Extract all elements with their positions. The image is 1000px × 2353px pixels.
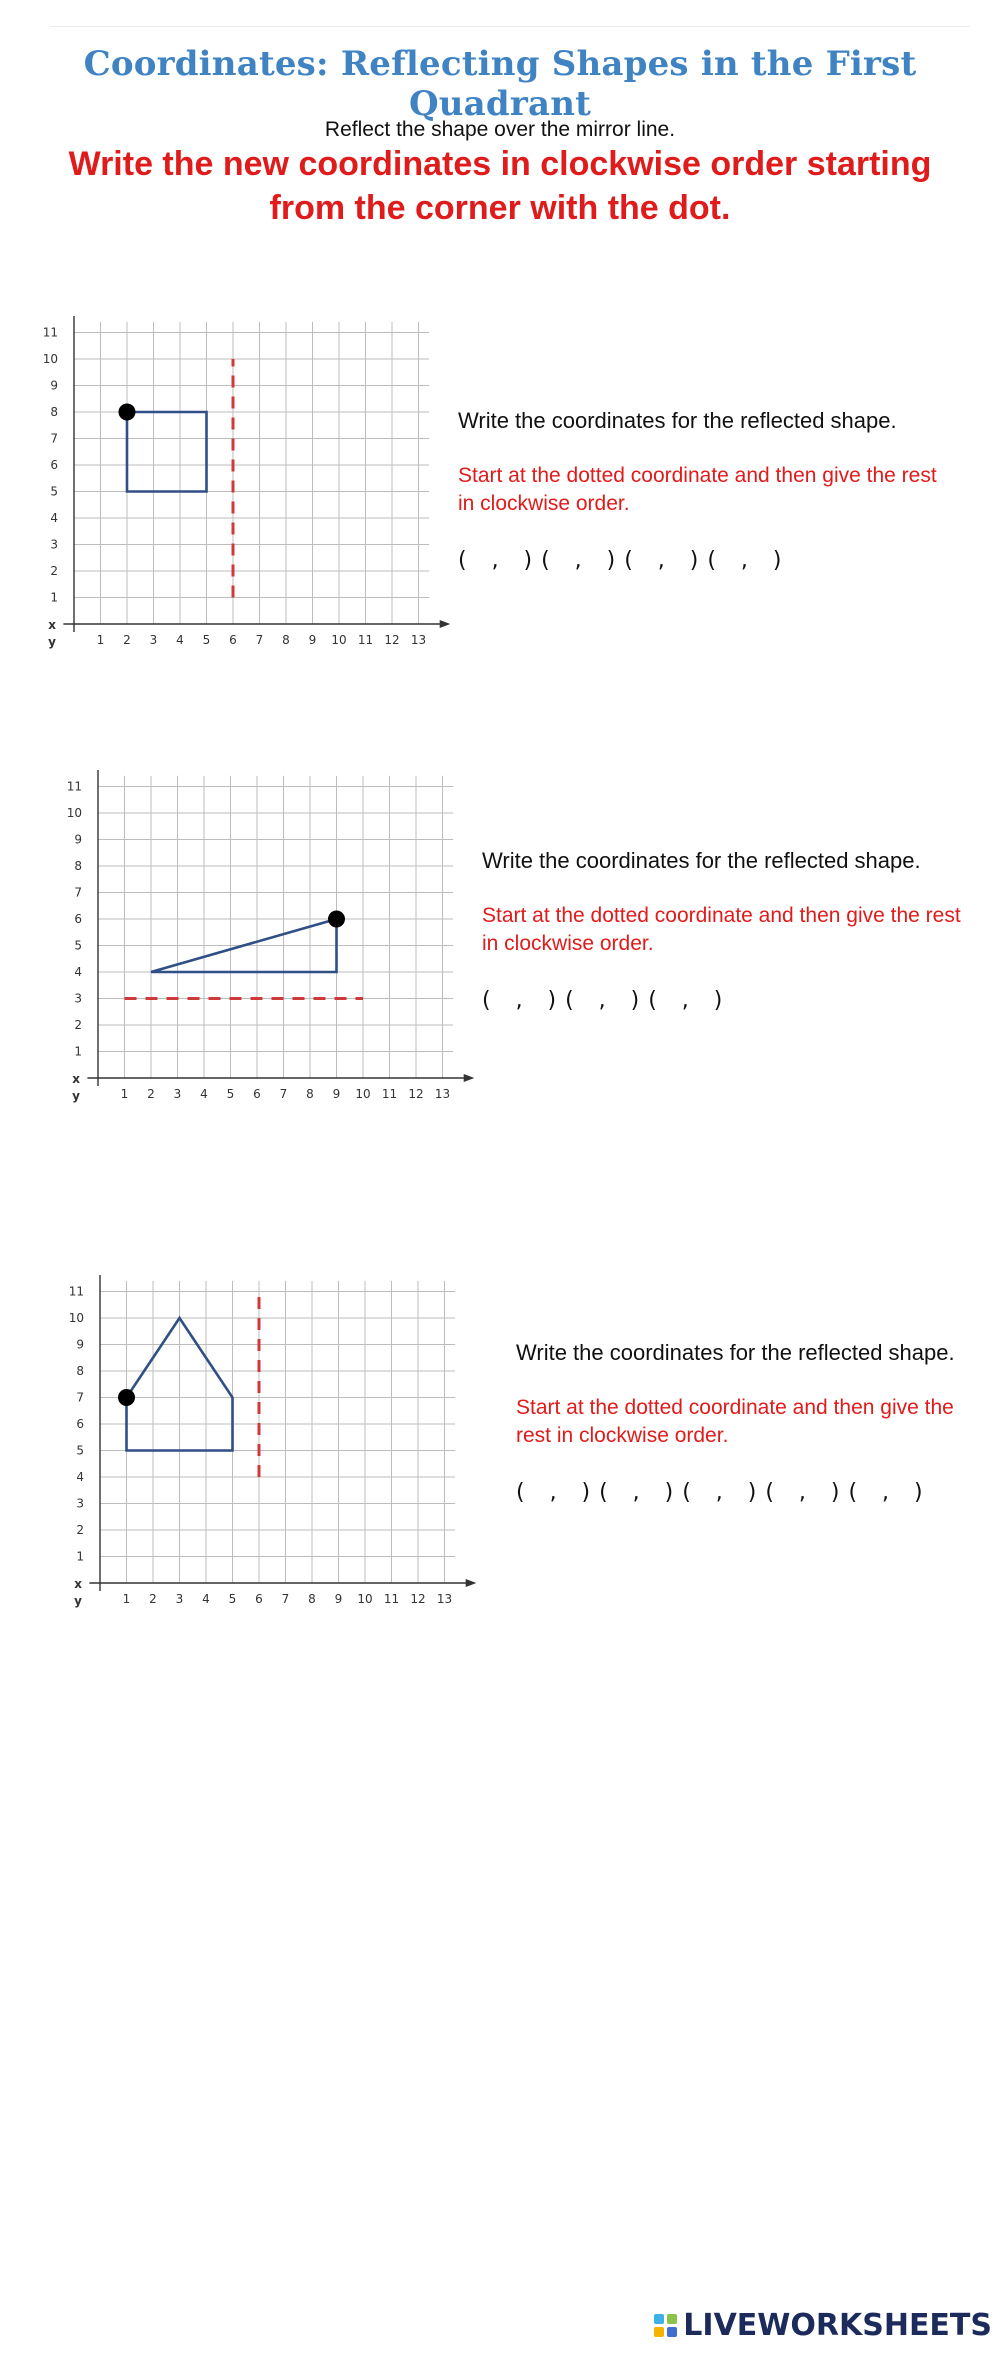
x-tick-label: 7 [279,1087,288,1101]
x-tick-label: 3 [149,633,158,647]
question-1-answer-field[interactable]: ( , ) ( , ) ( , ) ( , ) [458,548,783,573]
y-tick-label: 2 [50,564,58,578]
y-tick-label: 4 [50,511,58,525]
y-tick-label: 6 [50,458,58,472]
y-axis-letter: y [72,1089,80,1103]
x-tick-label: 6 [253,1087,261,1101]
x-tick-label: 4 [200,1087,208,1101]
y-tick-label: 6 [74,912,82,926]
x-axis-letter: x [48,618,56,632]
y-tick-label: 10 [66,806,82,820]
question-3-answer-field[interactable]: ( , ) ( , ) ( , ) ( , ) ( , ) [516,1480,924,1505]
y-tick-label: 1 [50,590,58,605]
y-tick-label: 6 [76,1417,84,1431]
x-tick-label: 13 [434,1087,451,1101]
x-axis-arrow-icon [440,620,450,628]
x-tick-label: 4 [176,633,184,647]
x-tick-label: 5 [226,1087,235,1101]
x-tick-label: 4 [202,1592,210,1606]
y-tick-label: 11 [42,325,58,340]
x-tick-label: 2 [147,1087,155,1101]
coordinate-grid-2 [64,770,474,1110]
question-2-answer-field[interactable]: ( , ) ( , ) ( , ) [482,988,724,1013]
y-tick-label: 1 [76,1549,84,1564]
y-tick-label: 11 [66,779,82,794]
question-2 [482,848,1000,1013]
x-tick-label: 8 [306,1087,314,1101]
x-tick-label: 1 [96,633,105,647]
x-tick-label: 10 [355,1087,371,1101]
x-tick-label: 9 [332,1087,341,1101]
x-tick-label: 1 [120,1087,129,1101]
y-tick-label: 10 [42,352,58,366]
y-tick-label: 7 [74,885,82,900]
x-tick-label: 3 [173,1087,182,1101]
coordinate-grid-3 [66,1275,476,1615]
y-tick-label: 8 [74,859,82,873]
question-2-start-text: Start at the dotted coordinate and then give the rest in clockwise order. [482,904,961,955]
y-tick-label: 10 [68,1311,84,1325]
x-tick-label: 3 [175,1592,184,1606]
y-tick-label: 3 [50,537,58,552]
coordinate-grid-1 [40,316,450,656]
x-tick-label: 6 [229,633,237,647]
x-tick-label: 13 [410,633,427,647]
x-tick-label: 12 [384,633,400,647]
liveworksheets-logo [653,2308,992,2343]
y-tick-label: 1 [74,1044,82,1059]
y-tick-label: 7 [76,1390,84,1405]
question-3-write-text: Write the coordinates for the reflected shape. [516,1340,955,1365]
page-title: Coordinates: Reflecting Shapes in the First Quadrant [83,44,917,124]
x-tick-label: 9 [308,633,317,647]
x-tick-label: 10 [357,1592,373,1606]
x-tick-label: 10 [331,633,347,647]
y-axis-letter: y [48,635,56,649]
y-tick-label: 9 [74,832,82,847]
x-tick-label: 1 [122,1592,131,1606]
instruction-text: Write the new coordinates in clockwise order starting from the corner with the dot. [68,145,932,227]
y-tick-label: 5 [76,1443,84,1458]
x-axis-letter: x [72,1072,80,1086]
x-tick-label: 6 [255,1592,263,1606]
question-2-write-text: Write the coordinates for the reflected shape. [482,848,921,873]
y-tick-label: 7 [50,431,58,446]
start-corner-dot [119,404,136,421]
y-tick-label: 5 [50,484,58,499]
y-tick-label: 9 [50,378,58,393]
question-1-start-text: Start at the dotted coordinate and then give the rest in clockwise order. [458,464,937,515]
y-tick-label: 8 [50,405,58,419]
x-tick-label: 9 [334,1592,343,1606]
x-axis-letter: x [74,1577,82,1591]
shape-outline [127,412,207,492]
x-tick-label: 11 [383,1592,400,1606]
x-tick-label: 8 [308,1592,316,1606]
question-3-start-text: Start at the dotted coordinate and then give the rest in clockwise order. [516,1396,954,1447]
question-1-write-text: Write the coordinates for the reflected shape. [458,408,897,433]
y-tick-label: 3 [74,991,82,1006]
x-tick-label: 7 [281,1592,290,1606]
start-corner-dot [328,911,345,928]
y-tick-label: 4 [76,1470,84,1484]
x-tick-label: 7 [255,633,264,647]
x-tick-label: 12 [410,1592,426,1606]
page-subtitle: Reflect the shape over the mirror line. [324,118,676,141]
x-tick-label: 2 [149,1592,157,1606]
x-tick-label: 12 [408,1087,424,1101]
question-1 [458,408,1000,573]
x-axis-arrow-icon [466,1579,476,1587]
x-tick-label: 5 [228,1592,237,1606]
logo-mark-icon [653,2313,679,2339]
y-axis-letter: y [74,1594,82,1608]
x-tick-label: 5 [202,633,211,647]
question-3 [516,1340,1000,1505]
y-tick-label: 8 [76,1364,84,1378]
y-tick-label: 2 [74,1018,82,1032]
logo-text: LIVEWORKSHEETS [683,2308,992,2343]
top-divider [50,26,970,27]
start-corner-dot [118,1389,135,1406]
x-tick-label: 11 [357,633,374,647]
y-tick-label: 5 [74,938,82,953]
x-tick-label: 2 [123,633,131,647]
y-tick-label: 9 [76,1337,84,1352]
x-tick-label: 8 [282,633,290,647]
y-tick-label: 3 [76,1496,84,1511]
y-tick-label: 4 [74,965,82,979]
x-tick-label: 11 [381,1087,398,1101]
x-tick-label: 13 [436,1592,453,1606]
y-tick-label: 2 [76,1523,84,1537]
y-tick-label: 11 [68,1284,84,1299]
x-axis-arrow-icon [464,1074,474,1082]
